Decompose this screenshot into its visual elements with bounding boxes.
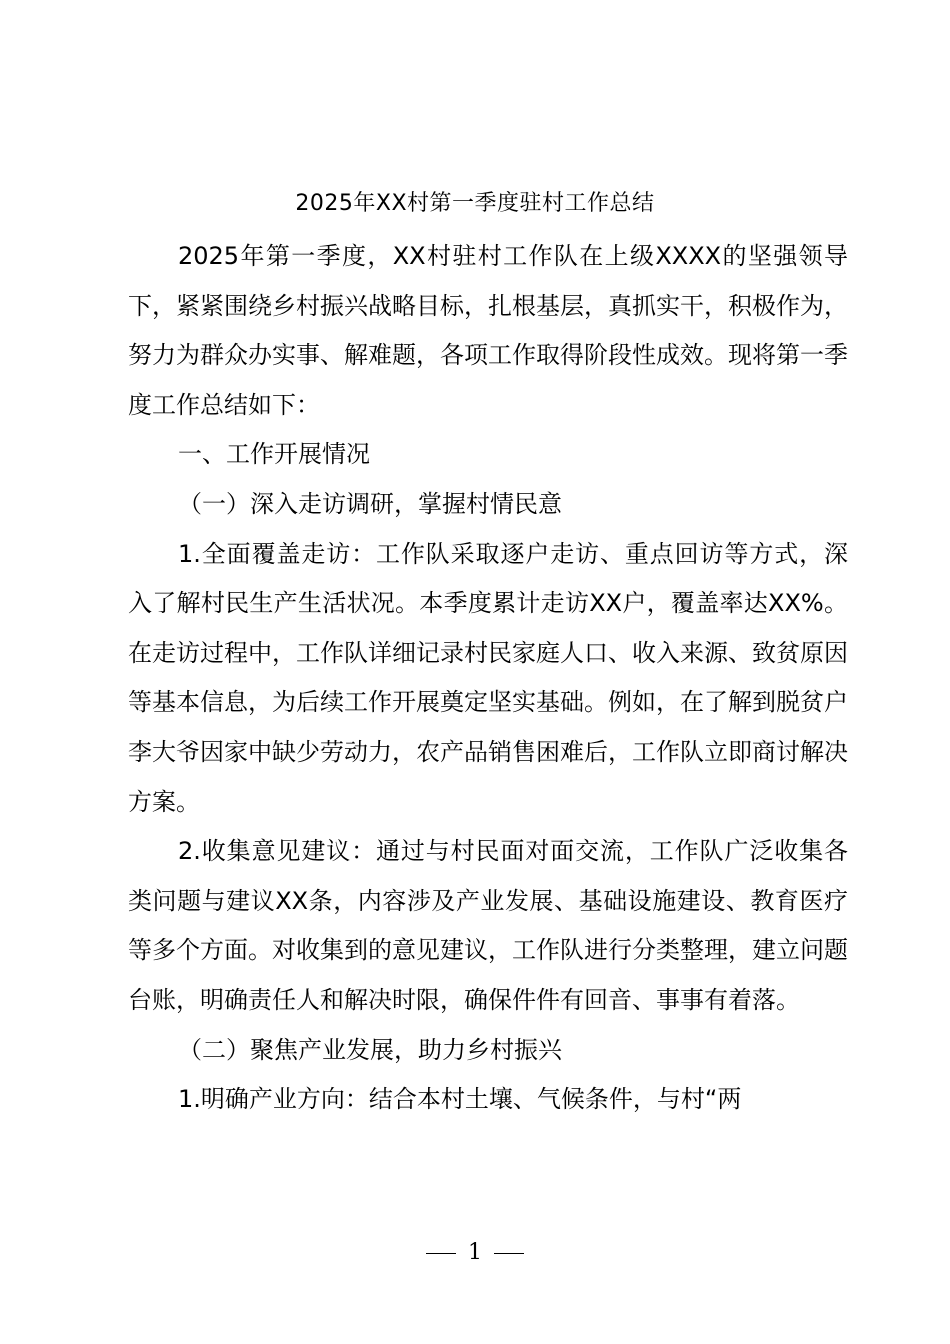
footer-dash-right	[494, 1253, 524, 1254]
document-body	[128, 232, 848, 1125]
document-title: 2025年XX村第一季度驻村工作总结	[295, 191, 655, 216]
page-footer	[0, 1238, 950, 1268]
page-number: 1	[468, 1240, 482, 1265]
paragraph-visits: 1.全面覆盖走访：工作队采取逐户走访、重点回访等方式，深入了解村民生产生活状况。本季度累计走访XX户，覆盖率达XX%。在走访过程中，工作队详细记录村民家庭人口、收入来源、致贫原因等基本信息，为后续工作开展奠定坚实基础。例如，在了解到脱贫户李大爷因家中缺少劳动力，农产品销售困难后，工作队立即商讨解决方案。	[128, 539, 848, 816]
footer-dash-left	[426, 1253, 456, 1254]
subsection-heading-2: （二）聚焦产业发展，助力乡村振兴	[178, 1035, 562, 1064]
paragraph-suggestions: 2.收集意见建议：通过与村民面对面交流，工作队广泛收集各类问题与建议XX条，内容涉及产业发展、基础设施建设、教育医疗等多个方面。对收集到的意见建议，工作队进行分类整理，建立问题台账，明确责任人和解决时限，确保件件有回音、事事有着落。	[128, 837, 848, 1014]
subsection-heading-1: （一）深入走访调研，掌握村情民意	[178, 489, 562, 518]
section-heading-1: 一、工作开展情况	[178, 440, 370, 469]
paragraph-intro: 2025年第一季度，XX村驻村工作队在上级XXXX的坚强领导下，紧紧围绕乡村振兴战略目标，扎根基层，真抓实干，积极作为，努力为群众办实事、解难题，各项工作取得阶段性成效。现将第一季度工作总结如下：	[128, 242, 848, 419]
paragraph-industry: 1.明确产业方向：结合本村土壤、气候条件，与村“两	[178, 1085, 742, 1114]
